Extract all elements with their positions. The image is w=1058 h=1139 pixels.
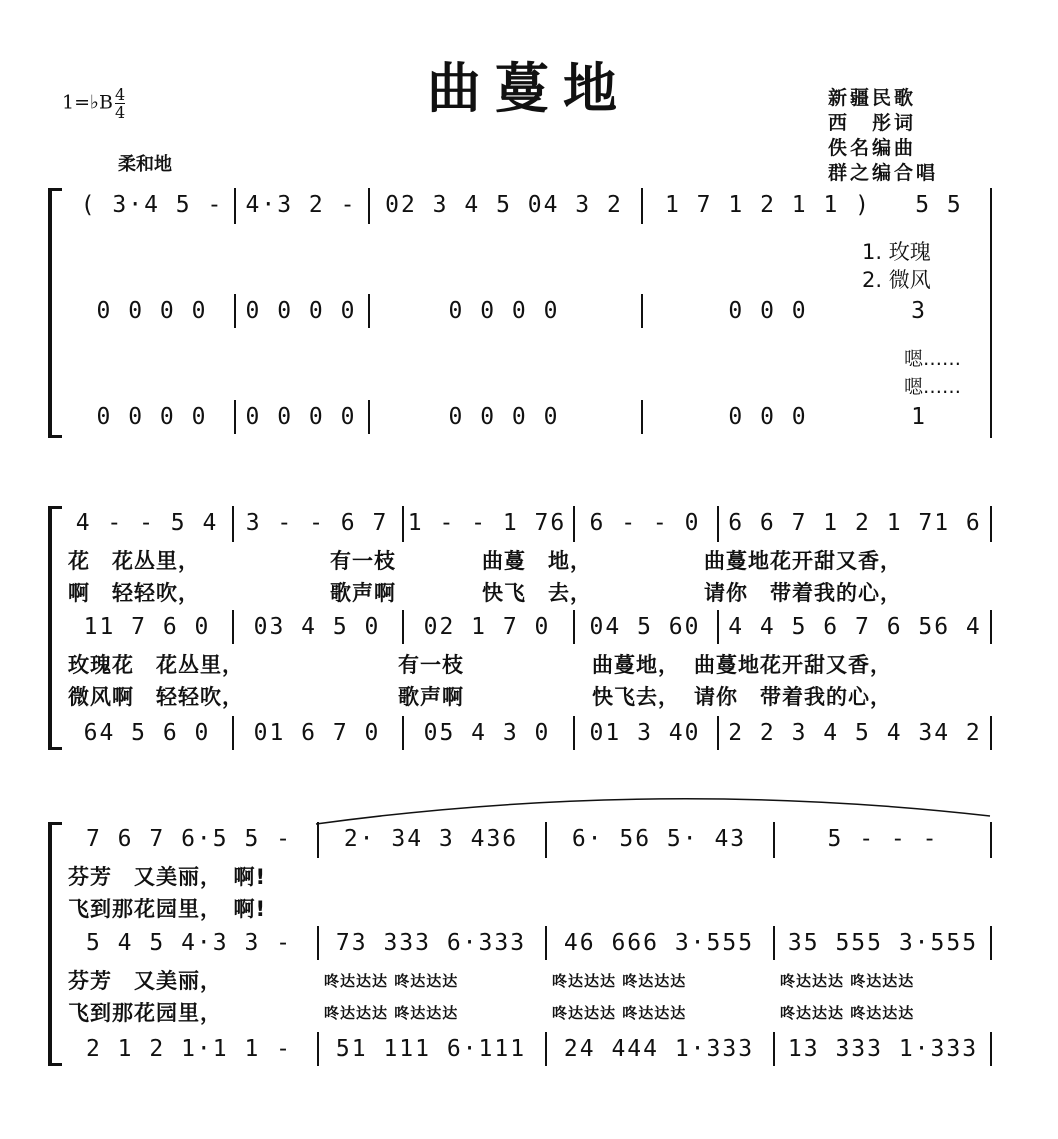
credit-arranger: 佚名编曲 (828, 137, 917, 159)
alto-part (64, 928, 993, 958)
barline (773, 822, 775, 858)
measure: 24 444 1·333 (563, 1036, 755, 1062)
lyric: 歌声啊 (330, 581, 396, 605)
credit-origin: 新疆民歌 (828, 87, 917, 109)
lyric: 咚达达达 咚达达达 (552, 1004, 687, 1022)
alto-hum-1: 嗯…… (904, 348, 962, 370)
measure: 46 666 3·555 (563, 930, 755, 956)
time-signature (115, 86, 125, 121)
measure: 3 (911, 298, 927, 324)
system-1 (64, 188, 993, 438)
barline (232, 716, 234, 750)
barline (773, 1032, 775, 1066)
measure: 0 0 0 0 (96, 404, 208, 430)
credit-choral: 群之编合唱 (828, 162, 939, 184)
alto-lyrics-verse-2-syllables (64, 998, 993, 1028)
alto-lyrics-verse-2 (64, 682, 993, 712)
soprano-part (64, 508, 993, 538)
barline (234, 294, 236, 328)
lyric: 咚达达达 咚达达达 (324, 1004, 459, 1022)
system-bracket (48, 506, 52, 750)
barline (573, 610, 575, 644)
barline (990, 1032, 992, 1066)
system-3 (64, 822, 993, 1066)
credits (828, 86, 938, 186)
lyric: 歌声啊 (398, 685, 464, 709)
lyric: 咚达达达 咚达达达 (780, 972, 915, 990)
lyric: 曲蔓地花开甜又香， (704, 549, 902, 573)
time-numerator: 4 (114, 85, 126, 104)
barline (234, 188, 236, 224)
lyric: 咚达达达 咚达达达 (780, 1004, 915, 1022)
lyric: 咚达达达 咚达达达 (324, 972, 459, 990)
soprano-lyrics-verse-2 (64, 894, 993, 924)
system-bracket (48, 822, 52, 1066)
measure: 7 6 7 6·5 5 - (85, 826, 292, 852)
barline (545, 1032, 547, 1066)
measure: 35 555 3·555 (787, 930, 979, 956)
barline (368, 400, 370, 434)
barline (990, 926, 992, 960)
soprano-part (64, 190, 993, 220)
alto-hum-2: 嗯…… (904, 376, 962, 398)
measure: 2 2 3 4 5 4 34 2 (728, 720, 982, 746)
measure: 1 - - 1 76 (407, 510, 567, 536)
soprano-part (64, 824, 993, 854)
alto-part (64, 296, 993, 326)
barline (990, 610, 992, 644)
lyric: 曲蔓 地， (482, 549, 592, 573)
barline (990, 716, 992, 750)
alto-lyrics-verse-1-syllables (64, 966, 993, 996)
lyric: 啊 轻轻吹， (68, 581, 200, 605)
measure: 64 5 6 0 (83, 720, 211, 746)
lyric: 芬芳 又美丽， 啊! (68, 865, 267, 889)
barline (368, 294, 370, 328)
lyric: 玫瑰花 花丛里， (68, 653, 244, 677)
barline (773, 926, 775, 960)
measure: 6 6 7 1 2 1 71 6 (728, 510, 982, 536)
measure: 3 - - 6 7 (245, 510, 389, 536)
lyric: 飞到那花园里， 啊! (68, 897, 267, 921)
lyric: 请你 带着我的心， (694, 685, 892, 709)
measure: 4·3 2 - (245, 192, 357, 218)
lyric: 有一枝 (398, 653, 464, 677)
measure: 51 111 6·111 (335, 1036, 527, 1062)
measure: 13 333 1·333 (787, 1036, 979, 1062)
barline (573, 506, 575, 542)
measure: 11 7 6 0 (83, 614, 211, 640)
time-denominator: 4 (114, 103, 126, 122)
measure: 6· 56 5· 43 (571, 826, 747, 852)
measure: 5 4 5 4·3 3 - (85, 930, 292, 956)
barline (641, 294, 643, 328)
measure: 0 0 0 0 (245, 298, 357, 324)
measure: 03 4 5 0 (253, 614, 381, 640)
lyric: 快飞 去， (482, 581, 592, 605)
measure: 1 (911, 404, 927, 430)
measure: 2· 34 3 436 (343, 826, 519, 852)
measure: 73 333 6·333 (335, 930, 527, 956)
barline (641, 400, 643, 434)
measure: 1 7 1 2 1 1 ) (664, 192, 871, 218)
system-2 (64, 506, 993, 750)
measure: 4 - - 5 4 (75, 510, 219, 536)
barline (717, 506, 719, 542)
barline (641, 188, 643, 224)
lyric: 咚达达达 咚达达达 (552, 972, 687, 990)
lyric: 曲蔓地花开甜又香， (694, 653, 892, 677)
final-barline (990, 188, 992, 438)
barline (232, 506, 234, 542)
system-bracket (48, 188, 52, 438)
soprano-lyrics-verse-2 (64, 578, 993, 608)
alto-part (64, 612, 993, 642)
lyric: 有一枝 (330, 549, 396, 573)
barline (234, 400, 236, 434)
measure: 04 5 60 (589, 614, 701, 640)
measure: 01 3 40 (589, 720, 701, 746)
verse-2-label: 2. 微风 (862, 268, 931, 292)
lyric: 快飞去， (592, 685, 680, 709)
measure: 02 1 7 0 (423, 614, 551, 640)
barline (990, 506, 992, 542)
barline (545, 926, 547, 960)
bass-part (64, 718, 993, 748)
bass-part (64, 402, 993, 432)
phrase-slur (314, 796, 994, 826)
soprano-lyrics-verse-1 (64, 862, 993, 892)
barline (990, 822, 992, 858)
measure: 01 6 7 0 (253, 720, 381, 746)
barline (717, 610, 719, 644)
barline (317, 926, 319, 960)
verse-1-label: 1. 玫瑰 (862, 240, 931, 264)
measure: 5 5 (915, 192, 963, 218)
barline (402, 506, 404, 542)
measure: ( 3·4 5 - (80, 192, 224, 218)
barline (545, 822, 547, 858)
barline (402, 716, 404, 750)
page-title: 曲蔓地 (427, 56, 631, 120)
measure: 05 4 3 0 (423, 720, 551, 746)
measure: 6 - - 0 (589, 510, 701, 536)
barline (317, 1032, 319, 1066)
key-signature (62, 86, 125, 121)
measure: 0 0 0 (728, 404, 808, 430)
measure: 02 3 4 5 04 3 2 (385, 192, 623, 218)
measure: 0 0 0 0 (448, 298, 560, 324)
lyric: 微风啊 轻轻吹， (68, 685, 244, 709)
alto-lyrics-verse-1 (64, 650, 993, 680)
lyric: 花 花丛里， (68, 549, 200, 573)
measure: 2 1 2 1·1 1 - (85, 1036, 292, 1062)
key-label: 1=♭B (62, 91, 113, 114)
barline (368, 188, 370, 224)
bass-part (64, 1034, 993, 1064)
barline (573, 716, 575, 750)
measure: 0 0 0 0 (448, 404, 560, 430)
lyric: 飞到那花园里， (68, 1001, 222, 1025)
barline (232, 610, 234, 644)
measure: 4 4 5 6 7 6 56 4 (728, 614, 982, 640)
measure: 0 0 0 0 (245, 404, 357, 430)
measure: 5 - - - (827, 826, 939, 852)
credit-lyricist: 西 彤词 (828, 112, 917, 134)
measure: 0 0 0 (728, 298, 808, 324)
barline (717, 716, 719, 750)
barline (402, 610, 404, 644)
measure: 0 0 0 0 (96, 298, 208, 324)
barline (317, 822, 319, 858)
lyric: 芬芳 又美丽， (68, 969, 222, 993)
lyric: 曲蔓地， (592, 653, 680, 677)
lyric: 请你 带着我的心， (704, 581, 902, 605)
expression-marking: 柔和地 (118, 154, 172, 175)
soprano-lyrics-verse-1 (64, 546, 993, 576)
